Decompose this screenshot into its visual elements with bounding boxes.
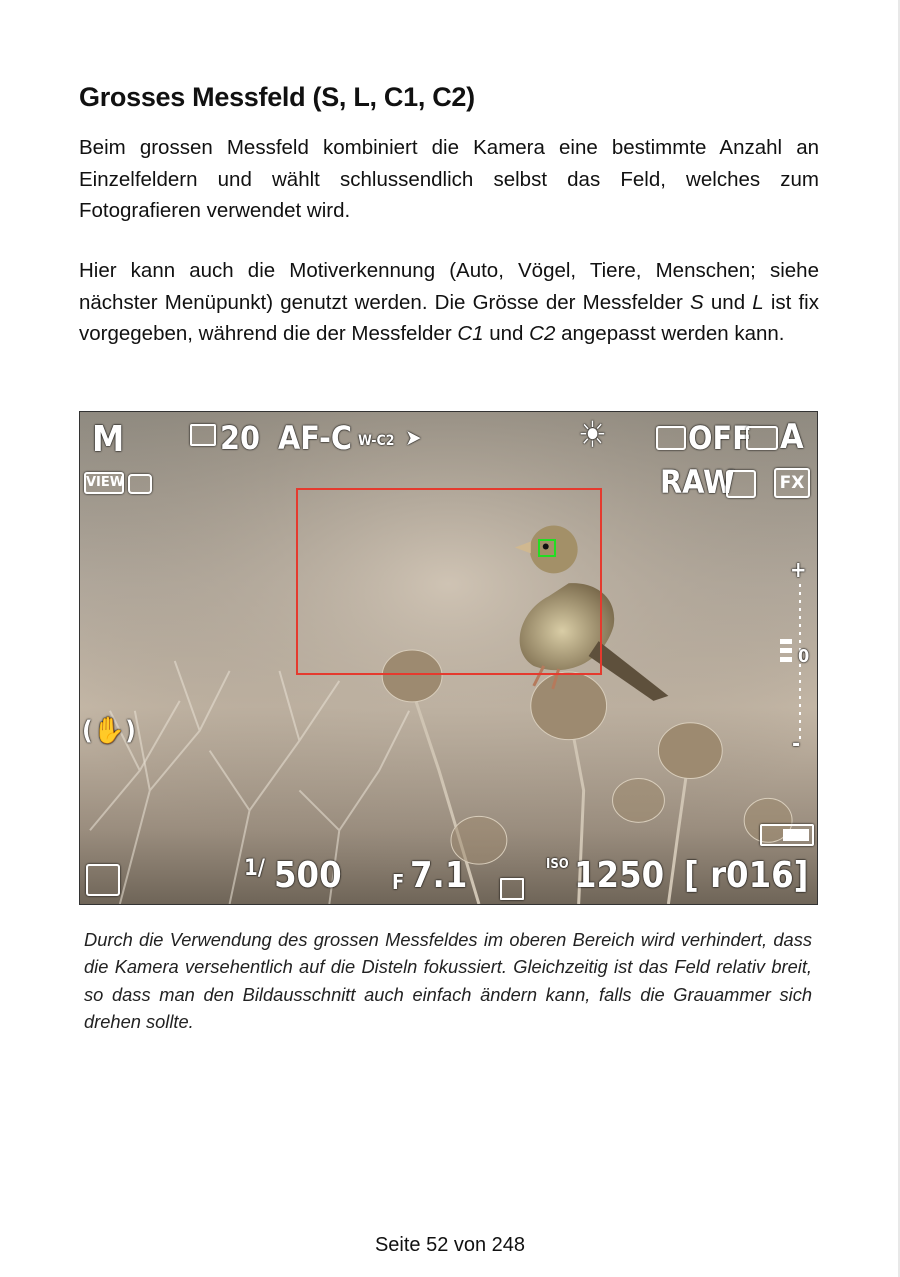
metering-icon xyxy=(86,864,120,896)
large-focus-area-box xyxy=(296,488,602,675)
active-dlighting-off: OFF xyxy=(688,419,752,457)
bird-detection-icon: ➤ xyxy=(405,426,422,451)
vibration-reduction-icon: (✋) xyxy=(82,716,136,746)
exposure-mode: M xyxy=(92,419,125,460)
white-balance-sun-icon: ☀ xyxy=(578,415,608,456)
battery-level-bar xyxy=(783,829,809,841)
image-area-format: FX xyxy=(779,473,805,493)
remaining-shots: [ r016] xyxy=(684,855,809,896)
view-mode-label: VIEW xyxy=(86,475,125,490)
exposure-scale-plus: + xyxy=(790,558,807,583)
iso-label: ISO xyxy=(546,857,569,872)
shutter-prefix: 1/ xyxy=(244,856,266,881)
exposure-compensation-icon xyxy=(500,878,524,900)
image-size-icon xyxy=(726,470,756,498)
aperture-value: 7.1 xyxy=(410,855,468,896)
bird-eye-detection-box xyxy=(538,539,556,557)
af-mode: AF-C xyxy=(278,419,353,457)
exposure-scale-zero: 0 xyxy=(798,646,810,667)
view-mode-icon xyxy=(84,472,124,494)
af-area-mode: W-C2 xyxy=(358,433,395,449)
remaining-shots-value: r016 xyxy=(710,855,794,896)
active-dlighting-icon xyxy=(656,426,686,450)
paragraph-text: angepasst werden kann. xyxy=(555,322,785,345)
paragraph-text: Hier kann auch die Motiverkennung (Auto, Vögel, Tiere, Menschen; siehe nächster Menüpunkt) genutzt werden. Die Grösse der Messfelder xyxy=(79,259,819,314)
camera-viewfinder-screenshot xyxy=(79,411,818,905)
paragraph-text: ist fix vorgegeben, während die der Messfelder xyxy=(79,290,819,345)
aperture-prefix: F xyxy=(392,870,405,894)
field-size-l: L xyxy=(752,290,764,314)
exposure-scale-minus: - xyxy=(792,732,801,757)
image-caption: Durch die Verwendung des grossen Messfeldes im oberen Bereich wird verhindert, dass die Kamera versehentlich auf die Disteln fokussiert. Gleichzeitig ist das Feld relativ breit, so dass man den Bildausschnitt auch einfach ändern kann, falls die Grauammer sich drehen sollte. xyxy=(84,929,812,1032)
release-count: 20 xyxy=(220,419,261,457)
exposure-scale-icon xyxy=(774,584,814,757)
paragraph-motif-detection xyxy=(79,255,819,350)
page-footer: Seite 52 von 248 xyxy=(374,1234,526,1256)
battery-icon xyxy=(760,824,814,846)
iso-value: 1250 xyxy=(574,855,665,896)
image-area-icon xyxy=(774,468,810,498)
paragraph-text: und xyxy=(703,290,753,314)
field-size-s: S xyxy=(690,290,704,314)
camera-mode-icon xyxy=(128,474,152,494)
shutter-speed: 500 xyxy=(274,855,342,896)
picture-control-icon xyxy=(746,426,778,450)
paragraph-intro: Beim grossen Messfeld kombiniert die Kamera eine bestimmte Anzahl an Einzelfeldern und wählt schlussendlich selbst das Feld, welches zum Fotografieren verwendet wird. xyxy=(79,136,819,222)
release-mode-icon xyxy=(190,424,216,446)
field-size-c2: C2 xyxy=(529,322,556,345)
af-area-icon xyxy=(358,420,395,449)
picture-control-value: A xyxy=(780,417,804,457)
image-quality: RAW xyxy=(660,463,735,501)
field-size-c1: C1 xyxy=(457,322,484,345)
paragraph-text: und xyxy=(483,322,530,345)
page-heading: Grosses Messfeld (S, L, C1, C2) xyxy=(79,82,475,112)
